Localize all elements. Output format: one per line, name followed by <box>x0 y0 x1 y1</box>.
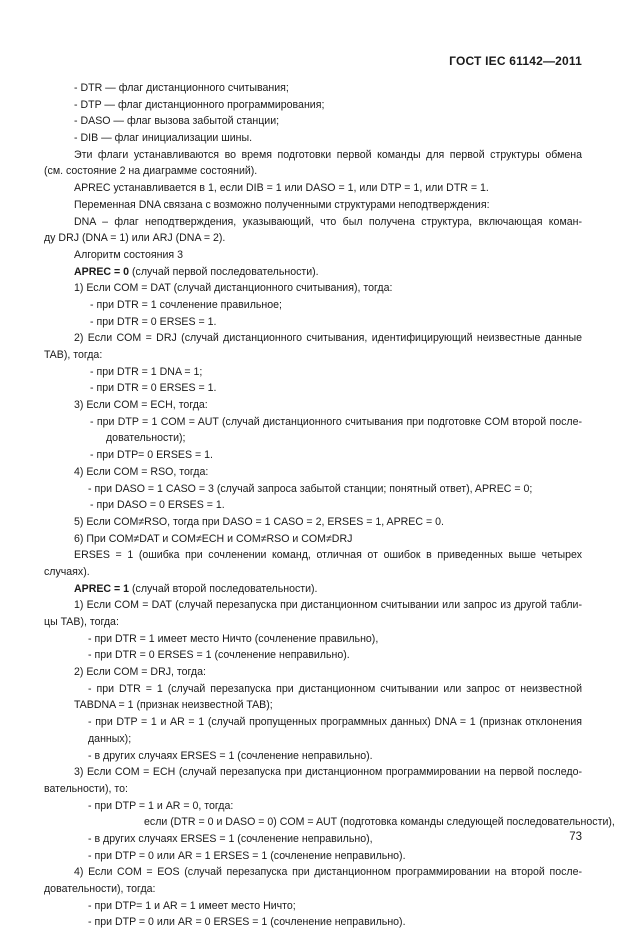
text-line <box>44 664 582 681</box>
text-line <box>44 147 582 164</box>
line-text: 5) Если COM≠RSO, тогда при DASO = 1 CASO = 2, ERSES = 1, APREC = 0. <box>74 515 444 528</box>
line-text: - при DTR = 0 ERSES = 1. <box>90 382 217 395</box>
text-line <box>44 230 582 247</box>
line-text: - в других случаях ERSES = 1 (сочленение неправильно), <box>88 832 373 845</box>
text-line <box>44 497 582 514</box>
text-line <box>44 697 582 714</box>
page-header-doc-code: ГОСТ IEC 61142—2011 <box>449 54 582 68</box>
text-line <box>44 581 582 598</box>
line-text: TAB), тогда: <box>44 349 103 361</box>
line-text: 4) Если COM = EOS (случай перезапуска при дистанционном программировании на второй после- <box>74 866 582 879</box>
line-text: - при DTR = 1 имеет место Ничто (сочленение правильно), <box>88 632 379 645</box>
line-text: - при DTR = 1 DNA = 1; <box>90 365 203 378</box>
text-line <box>44 414 582 431</box>
text-line <box>44 280 582 297</box>
text-line <box>44 113 582 130</box>
document-body <box>44 80 615 931</box>
line-text: DNA – флаг неподтверждения, указывающий, что был получена структура, включающая коман- <box>74 215 582 228</box>
line-text: (см. состояние 2 на диаграмме состояний). <box>44 165 258 178</box>
text-line <box>44 380 582 397</box>
text-line <box>44 531 582 548</box>
line-text: - в других случаях ERSES = 1 (сочленение неправильно). <box>88 749 373 762</box>
line-text: Алгоритм состояния 3 <box>74 248 183 261</box>
line-text: - при DTP = 0 или AR = 0 ERSES = 1 (сочленение неправильно). <box>88 916 406 929</box>
text-line <box>44 247 582 264</box>
line-text: TABDNA = 1 (признак неизвестной TAB); <box>74 699 273 712</box>
text-line <box>44 481 582 498</box>
line-text: - DASO — флаг вызова забытой станции; <box>74 115 280 128</box>
text-line <box>44 547 582 564</box>
text-line <box>44 881 582 898</box>
line-text: - при DTP = 0 или AR = 1 ERSES = 1 (сочленение неправильно). <box>88 849 406 862</box>
line-text: - при DTP = 1 и AR = 0, тогда: <box>88 799 234 812</box>
text-line <box>44 914 582 931</box>
page-number: 73 <box>569 831 582 843</box>
line-text: - при DTR = 1 (случай перезапуска при дистанционном считывании или запрос от неизвестной <box>88 682 582 695</box>
text-line <box>44 898 582 915</box>
line-text: 2) Если COM = DRJ (случай дистанционного считывания, идентифицирующий неизвестные данные <box>74 332 582 345</box>
text-line <box>44 614 582 631</box>
line-text: APREC устанавливается в 1, если DIB = 1 или DASO = 1, или DTP = 1, или DTR = 1. <box>74 182 489 195</box>
text-line <box>44 798 582 815</box>
text-line <box>44 731 582 748</box>
text-line <box>44 514 582 531</box>
text-line <box>44 314 582 331</box>
text-line <box>44 347 582 364</box>
line-text: 3) Если COM = ECH (случай перезапуска при дистанционном программировании на первой последо- <box>74 766 582 779</box>
text-line <box>44 748 582 765</box>
line-text: 3) Если COM = ECH, тогда: <box>74 399 208 412</box>
line-text: - DTR — флаг дистанционного считывания; <box>74 82 289 94</box>
text-line <box>44 814 615 831</box>
line-text: 1) Если COM = DAT (случай перезапуска при дистанционном считывании или запрос из другой табли- <box>74 599 582 612</box>
text-line <box>44 180 582 197</box>
line-text: ERSES = 1 (ошибка при сочленении команд, отличная от ошибок в приведенных выше четырех <box>74 549 582 562</box>
text-line <box>44 397 582 414</box>
line-text: - при DASO = 1 CASO = 3 (случай запроса забытой станции; понятный ответ), APREC = 0; <box>88 482 533 495</box>
text-line <box>44 447 582 464</box>
line-text: 2) Если COM = DRJ, тогда: <box>74 666 206 679</box>
line-text: - при DTP= 0 ERSES = 1. <box>90 449 213 462</box>
text-line <box>44 80 582 97</box>
text-line <box>44 197 582 214</box>
bold-term: APREC = 0 <box>74 265 130 278</box>
line-text: довательности); <box>106 432 186 445</box>
line-text: - при DTR = 0 ERSES = 1 (сочленение неправильно). <box>88 649 350 662</box>
text-line <box>44 97 582 114</box>
text-line <box>44 297 582 314</box>
text-line <box>44 714 582 731</box>
text-line <box>44 464 582 481</box>
text-line <box>44 430 582 447</box>
text-line <box>44 163 582 180</box>
line-text: 4) Если COM = RSO, тогда: <box>74 465 209 478</box>
line-text: 6) При COM≠DAT и COM≠ECH и COM≠RSO и COM≠DRJ <box>74 532 353 545</box>
line-text: - при DTP = 1 COM = AUT (случай дистанционного считывания при подготовке COM второй после- <box>90 415 582 428</box>
line-text: - DIB — флаг инициализации шины. <box>74 132 253 145</box>
line-text: - при DTR = 0 ERSES = 1. <box>90 315 217 328</box>
text-line <box>44 631 582 648</box>
line-text: (случай первой последовательности). <box>129 265 319 278</box>
text-line <box>44 647 582 664</box>
text-line <box>44 330 582 347</box>
text-line <box>44 864 582 881</box>
text-line <box>44 597 582 614</box>
text-line <box>44 214 582 231</box>
bold-term: APREC = 1 <box>74 582 130 595</box>
line-text: - при DTP= 1 и AR = 1 имеет место Ничто; <box>88 899 296 912</box>
text-line <box>44 781 582 798</box>
line-text: - при DTP = 1 и AR = 1 (случай пропущенных программных данных) DNA = 1 (признак отклонения <box>88 716 582 729</box>
line-text: - при DTR = 1 сочленение правильное; <box>90 298 282 311</box>
text-line <box>44 564 582 581</box>
text-line <box>44 130 582 147</box>
text-line <box>44 264 582 281</box>
line-text: случаях). <box>44 565 90 578</box>
line-text: если (DTR = 0 и DASO = 0) COM = AUT (подготовка команды следующей последовательности), <box>144 816 615 829</box>
line-text: довательности), тогда: <box>44 883 156 895</box>
line-text: ду DRJ (DNA = 1) или ARJ (DNA = 2). <box>44 232 226 245</box>
line-text: - DTP — флаг дистанционного программирования; <box>74 98 325 111</box>
line-text: Переменная DNA связана с возможно полученными структурами неподтверждения: <box>74 198 490 211</box>
line-text: вательности), то: <box>44 782 128 795</box>
line-text: 1) Если COM = DAT (случай дистанционного считывания), тогда: <box>74 282 393 295</box>
line-text: Эти флаги устанавливаются во время подготовки первой команды для первой структуры обмена <box>74 148 582 161</box>
line-text: - при DASO = 0 ERSES = 1. <box>90 499 225 512</box>
text-line <box>44 848 582 865</box>
line-text: цы TAB), тогда: <box>44 616 119 628</box>
text-line <box>44 364 582 381</box>
line-text: данных); <box>88 732 132 745</box>
text-line <box>44 831 582 848</box>
text-line <box>44 764 582 781</box>
text-line <box>44 681 582 698</box>
line-text: (случай второй последовательности). <box>129 582 318 595</box>
